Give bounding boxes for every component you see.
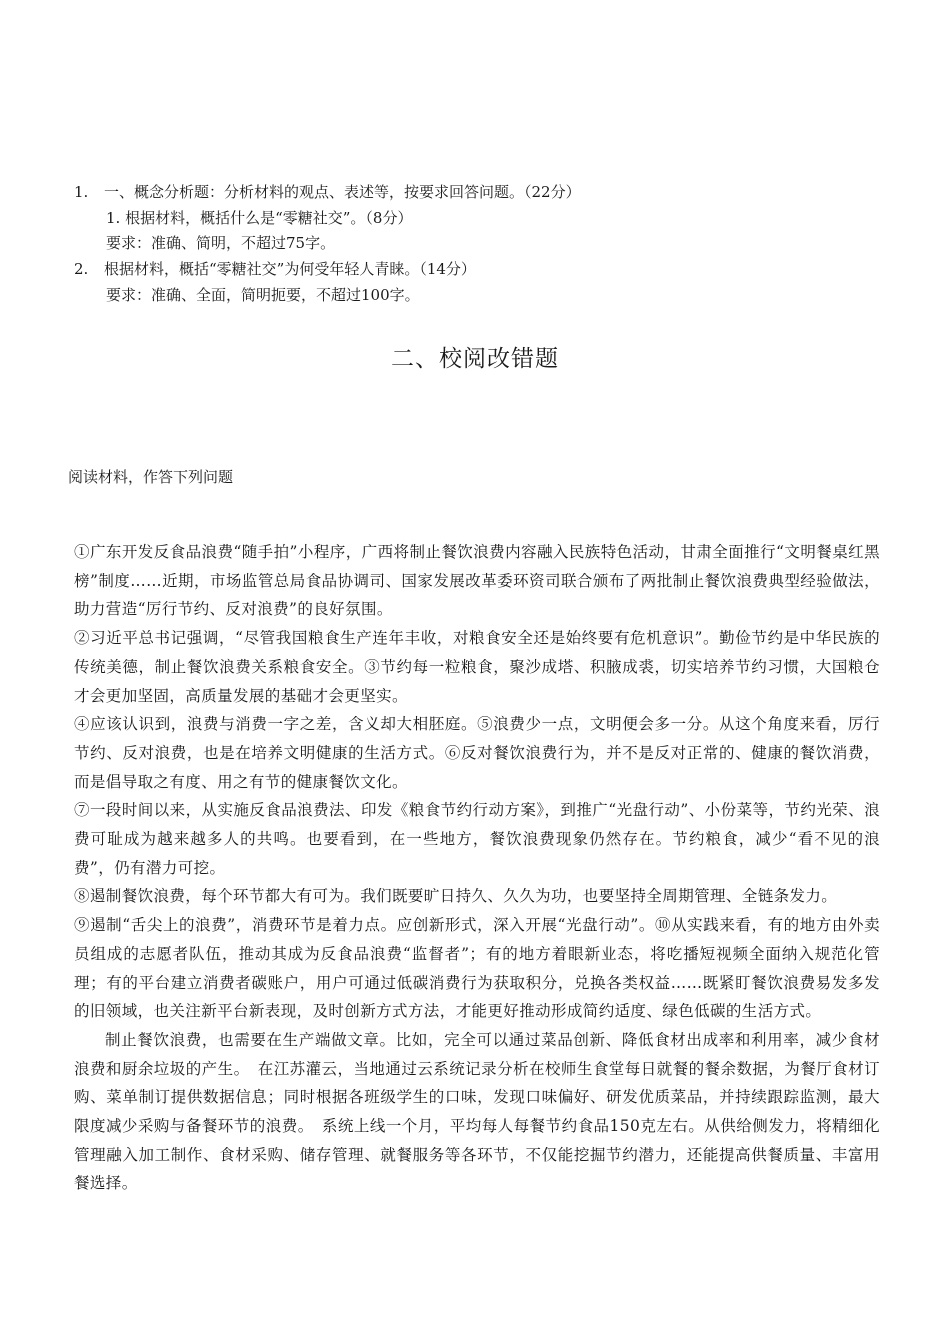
passage-paragraph: ⑦一段时间以来，从实施反食品浪费法、印发《粮食节约行动方案》，到推广“光盘行动”、小份菜等，节约光荣、浪费可耻成为越来越多人的共鸣。也要看到，在一些地方，餐饮浪费现象仍然存在。节约粮食，减少“看不见的浪费”，仍有潜力可挖。: [74, 801, 880, 877]
section-title: 二、校阅改错题: [391, 346, 559, 372]
question-2: [74, 259, 476, 279]
question-1: [74, 182, 581, 202]
question-2-text: 根据材料，概括“零糖社交”为何受年轻人青睐。（14分）: [104, 260, 476, 278]
passage: [74, 538, 880, 1198]
question-2-requirement: 要求：准确、全面，简明扼要，不超过100字。: [106, 286, 420, 304]
passage-paragraph: ⑧遏制餐饮浪费，每个环节都大有可为。我们既要旷日持久、久久为功，也要坚持全周期管理、全链条发力。: [74, 887, 838, 906]
passage-paragraph: ⑨遏制“舌尖上的浪费”，消费环节是着力点。应创新形式，深入开展“光盘行动”。⑩从实践来看，有的地方由外卖员组成的志愿者队伍，推动其成为反食品浪费“监督者”；有的地方着眼新业态，将吃播短视频全面纳入规范化管理；有的平台建立消费者碳账户，用户可通过低碳消费行为获取积分，兑换各类权益……既紧盯餐饮浪费易发多发的旧领域，也关注新平台新表现，及时创新方式方法，才能更好推动形成简约适度、绿色低碳的生活方式。: [74, 916, 880, 1021]
passage-paragraph: ②习近平总书记强调，“尽管我国粮食生产连年丰收，对粮食安全还是始终要有危机意识”。勤俭节约是中华民族的传统美德，制止餐饮浪费关系粮食安全。③节约每一粒粮食，聚沙成塔、积腋成裘，切实培养节约习惯，大国粮仓才会更加坚固，高质量发展的基础才会更坚实。: [74, 629, 880, 705]
question-1-subitem: 1. 根据材料，概括什么是“零糖社交”。（8分）: [106, 209, 413, 227]
question-1-text: 一、概念分析题：分析材料的观点、表述等，按要求回答问题。（22分）: [104, 183, 581, 201]
reading-instruction: 阅读材料，作答下列问题: [68, 468, 234, 486]
passage-paragraph: ④应该认识到，浪费与消费一字之差，含义却大相胚庭。⑤浪费少一点，文明便会多一分。从这个角度来看，厉行节约、反对浪费，也是在培养文明健康的生活方式。⑥反对餐饮浪费行为，并不是反对正常的、健康的餐饮消费，而是倡导取之有度、用之有节的健康餐饮文化。: [74, 715, 880, 791]
question-1-requirement: 要求：准确、简明，不超过75字。: [106, 234, 336, 252]
question-2-number: 2.: [74, 260, 89, 278]
question-1-number: 1.: [74, 183, 89, 201]
passage-paragraph: ①广东开发反食品浪费“随手拍”小程序，广西将制止餐饮浪费内容融入民族特色活动，甘肃全面推行“文明餐桌红黑榜”制度……近期，市场监管总局食品协调司、国家发展改革委环资司联合颁布了两批制止餐饮浪费典型经验做法，助力营造“厉行节约、反对浪费”的良好氛围。: [74, 543, 880, 619]
passage-paragraph: 制止餐饮浪费，也需要在生产端做文章。比如，完全可以通过菜品创新、降低食材出成率和利用率，减少食材浪费和厨余垃圾的产生。 在江苏灌云，当地通过云系统记录分析在校师生食堂每日就餐的餐余数据，为餐厅食材订购、菜单制订提供数据信息；同时根据各班级学生的口味，发现口味偏好、研发优质菜品，并持续跟踪监测，最大限度减少采购与备餐环节的浪费。 系统上线一个月，平均每人每餐节约食品150克左右。从供给侧发力，将精细化管理融入加工制作、食材采购、储存管理、就餐服务等各环节，不仅能挖掘节约潜力，还能提高供餐质量、丰富用餐选择。: [74, 1030, 880, 1193]
